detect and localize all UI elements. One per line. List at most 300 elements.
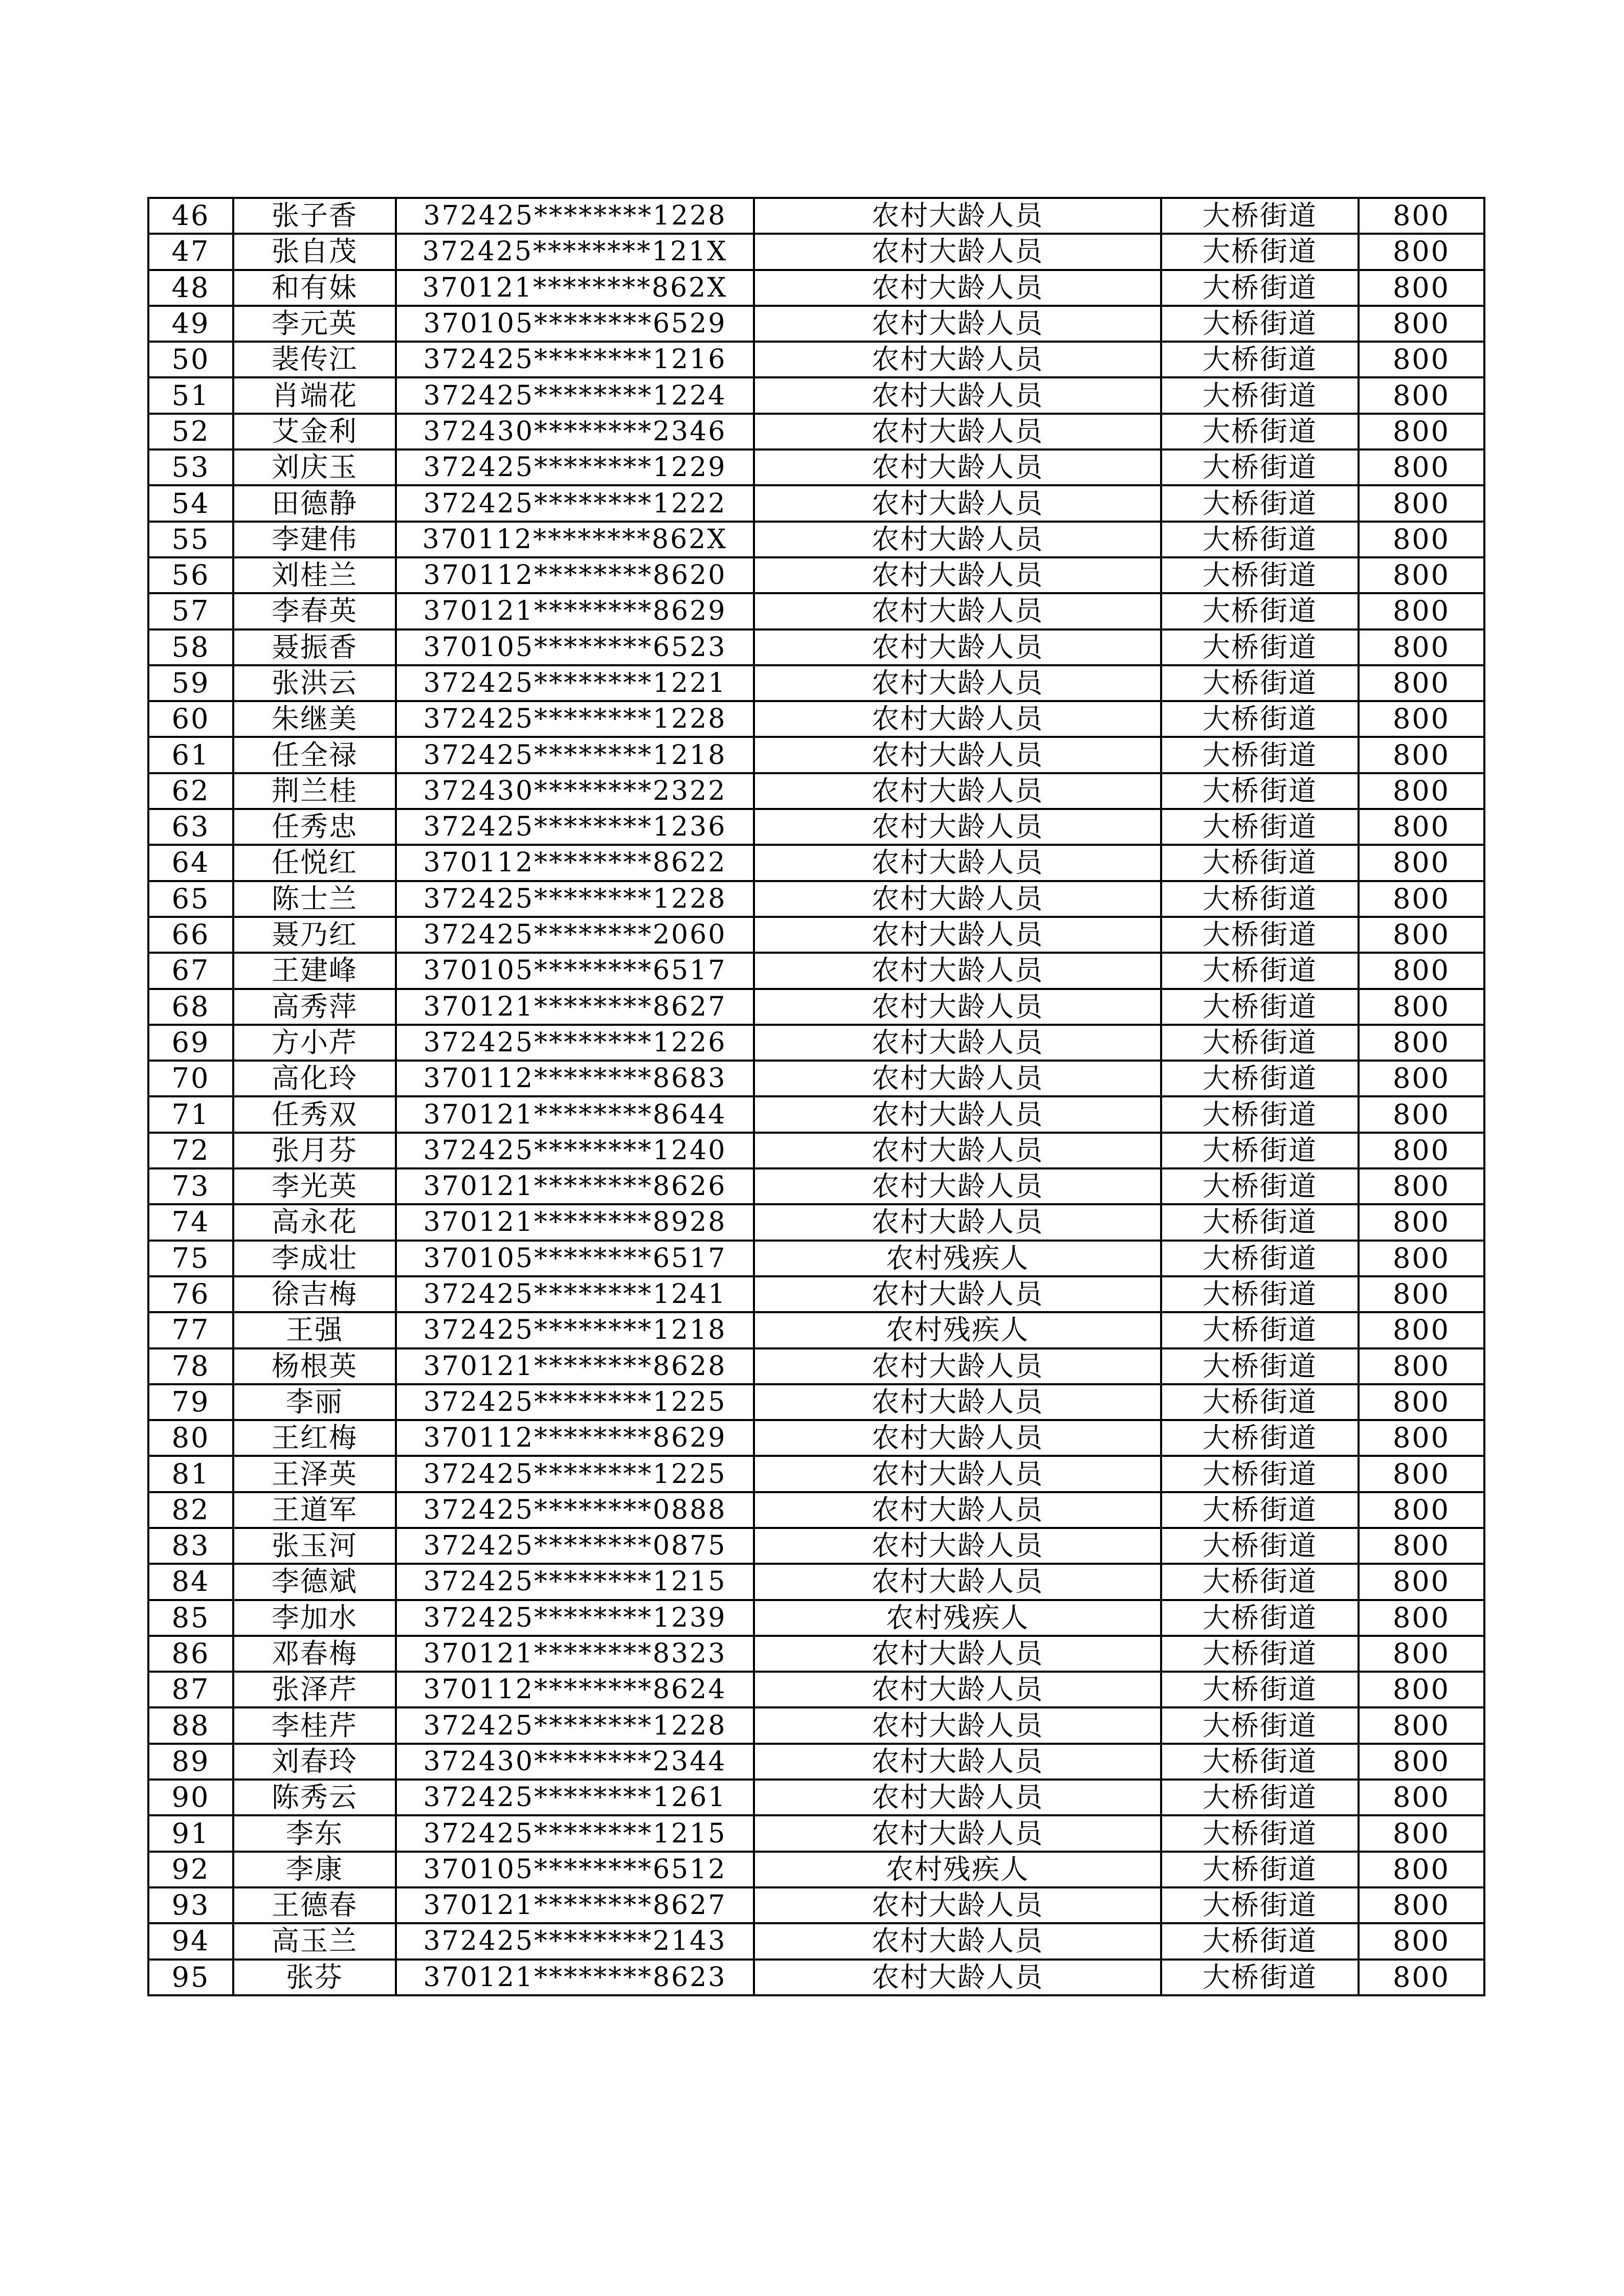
subsidy-amount: 800 — [1359, 917, 1484, 953]
subsidy-amount: 800 — [1359, 1564, 1484, 1600]
row-number: 92 — [148, 1852, 233, 1887]
table-row — [148, 270, 1484, 306]
table-row — [148, 1815, 1484, 1851]
id-number: 372425********1215 — [396, 1815, 754, 1851]
row-number: 59 — [148, 665, 233, 701]
person-name: 裴传江 — [233, 342, 396, 377]
table-row — [148, 1133, 1484, 1168]
person-name: 王强 — [233, 1312, 396, 1348]
table-row — [148, 1204, 1484, 1240]
id-number: 370121********862X — [396, 270, 754, 306]
id-number: 372430********2344 — [396, 1744, 754, 1780]
subsidy-amount: 800 — [1359, 1276, 1484, 1312]
table-row — [148, 1420, 1484, 1456]
person-name: 刘春玲 — [233, 1744, 396, 1780]
street-office: 大桥街道 — [1161, 1204, 1359, 1240]
id-number: 370105********6517 — [396, 1241, 754, 1276]
person-category: 农村大龄人员 — [754, 737, 1161, 773]
street-office: 大桥街道 — [1161, 522, 1359, 557]
street-office: 大桥街道 — [1161, 1456, 1359, 1492]
person-category: 农村大龄人员 — [754, 1744, 1161, 1780]
street-office: 大桥街道 — [1161, 306, 1359, 342]
row-number: 46 — [148, 198, 233, 234]
subsidy-amount: 800 — [1359, 1923, 1484, 1959]
street-office: 大桥街道 — [1161, 1133, 1359, 1168]
person-category: 农村大龄人员 — [754, 1815, 1161, 1851]
person-name: 李建伟 — [233, 522, 396, 557]
subsidy-amount: 800 — [1359, 845, 1484, 881]
person-category: 农村大龄人员 — [754, 1780, 1161, 1815]
id-number: 370112********8620 — [396, 557, 754, 593]
subsidy-amount: 800 — [1359, 1168, 1484, 1204]
person-name: 张芬 — [233, 1960, 396, 1995]
row-number: 91 — [148, 1815, 233, 1851]
id-number: 372425********1261 — [396, 1780, 754, 1815]
subsidy-amount: 800 — [1359, 557, 1484, 593]
row-number: 76 — [148, 1276, 233, 1312]
person-category: 农村大龄人员 — [754, 1348, 1161, 1384]
street-office: 大桥街道 — [1161, 1672, 1359, 1707]
row-number: 83 — [148, 1528, 233, 1564]
subsidy-amount: 800 — [1359, 1204, 1484, 1240]
subsidy-list-table — [147, 197, 1485, 1996]
person-category: 农村大龄人员 — [754, 234, 1161, 269]
subsidy-amount: 800 — [1359, 629, 1484, 665]
subsidy-amount: 800 — [1359, 485, 1484, 521]
person-name: 李元英 — [233, 306, 396, 342]
street-office: 大桥街道 — [1161, 1276, 1359, 1312]
person-name: 邓春梅 — [233, 1636, 396, 1672]
row-number: 53 — [148, 449, 233, 485]
table-row — [148, 234, 1484, 269]
person-name: 任悦红 — [233, 845, 396, 881]
subsidy-amount: 800 — [1359, 270, 1484, 306]
table-row — [148, 306, 1484, 342]
row-number: 73 — [148, 1168, 233, 1204]
subsidy-amount: 800 — [1359, 1025, 1484, 1061]
id-number: 372425********121X — [396, 234, 754, 269]
street-office: 大桥街道 — [1161, 1348, 1359, 1384]
table-row — [148, 881, 1484, 917]
table-row — [148, 809, 1484, 845]
street-office: 大桥街道 — [1161, 377, 1359, 413]
person-name: 张自茂 — [233, 234, 396, 269]
street-office: 大桥街道 — [1161, 414, 1359, 449]
person-category: 农村残疾人 — [754, 1600, 1161, 1636]
person-name: 张子香 — [233, 198, 396, 234]
street-office: 大桥街道 — [1161, 1744, 1359, 1780]
street-office: 大桥街道 — [1161, 953, 1359, 988]
street-office: 大桥街道 — [1161, 1852, 1359, 1887]
street-office: 大桥街道 — [1161, 593, 1359, 629]
table-row — [148, 1636, 1484, 1672]
row-number: 61 — [148, 737, 233, 773]
person-category: 农村残疾人 — [754, 1852, 1161, 1887]
person-name: 艾金利 — [233, 414, 396, 449]
street-office: 大桥街道 — [1161, 701, 1359, 737]
table-row — [148, 1241, 1484, 1276]
person-category: 农村大龄人员 — [754, 1923, 1161, 1959]
person-name: 王泽英 — [233, 1456, 396, 1492]
table-row — [148, 1960, 1484, 1995]
row-number: 54 — [148, 485, 233, 521]
table-row — [148, 1887, 1484, 1923]
person-name: 任秀忠 — [233, 809, 396, 845]
person-name: 陈秀云 — [233, 1780, 396, 1815]
id-number: 372425********2143 — [396, 1923, 754, 1959]
street-office: 大桥街道 — [1161, 737, 1359, 773]
subsidy-amount: 800 — [1359, 1707, 1484, 1743]
id-number: 372425********1224 — [396, 377, 754, 413]
person-name: 李光英 — [233, 1168, 396, 1204]
person-name: 张玉河 — [233, 1528, 396, 1564]
subsidy-amount: 800 — [1359, 1815, 1484, 1851]
id-number: 370121********8644 — [396, 1096, 754, 1132]
table-row — [148, 1492, 1484, 1528]
table-row — [148, 449, 1484, 485]
street-office: 大桥街道 — [1161, 234, 1359, 269]
id-number: 370105********6529 — [396, 306, 754, 342]
table-row — [148, 1096, 1484, 1132]
table-row — [148, 1276, 1484, 1312]
table-row — [148, 737, 1484, 773]
table-row — [148, 989, 1484, 1025]
id-number: 372425********1218 — [396, 737, 754, 773]
person-name: 任全禄 — [233, 737, 396, 773]
row-number: 89 — [148, 1744, 233, 1780]
person-name: 李德斌 — [233, 1564, 396, 1600]
table-body — [148, 198, 1484, 1995]
id-number: 372425********1222 — [396, 485, 754, 521]
table-row — [148, 377, 1484, 413]
subsidy-amount: 800 — [1359, 342, 1484, 377]
table-row — [148, 198, 1484, 234]
person-name: 刘桂兰 — [233, 557, 396, 593]
subsidy-amount: 800 — [1359, 1420, 1484, 1456]
subsidy-amount: 800 — [1359, 234, 1484, 269]
id-number: 370121********8928 — [396, 1204, 754, 1240]
person-category: 农村残疾人 — [754, 1241, 1161, 1276]
row-number: 79 — [148, 1384, 233, 1420]
street-office: 大桥街道 — [1161, 557, 1359, 593]
subsidy-amount: 800 — [1359, 1528, 1484, 1564]
row-number: 58 — [148, 629, 233, 665]
subsidy-amount: 800 — [1359, 306, 1484, 342]
person-category: 农村大龄人员 — [754, 1707, 1161, 1743]
subsidy-amount: 800 — [1359, 773, 1484, 809]
subsidy-amount: 800 — [1359, 1636, 1484, 1672]
person-category: 农村大龄人员 — [754, 953, 1161, 988]
person-category: 农村大龄人员 — [754, 1133, 1161, 1168]
id-number: 370112********8683 — [396, 1061, 754, 1096]
person-name: 王德春 — [233, 1887, 396, 1923]
person-name: 李加水 — [233, 1600, 396, 1636]
subsidy-amount: 800 — [1359, 953, 1484, 988]
id-number: 372425********0888 — [396, 1492, 754, 1528]
street-office: 大桥街道 — [1161, 1025, 1359, 1061]
id-number: 372425********1236 — [396, 809, 754, 845]
person-category: 农村大龄人员 — [754, 1672, 1161, 1707]
person-category: 农村大龄人员 — [754, 1960, 1161, 1995]
subsidy-amount: 800 — [1359, 737, 1484, 773]
row-number: 80 — [148, 1420, 233, 1456]
row-number: 49 — [148, 306, 233, 342]
id-number: 372425********1240 — [396, 1133, 754, 1168]
id-number: 370105********6523 — [396, 629, 754, 665]
table-row — [148, 1707, 1484, 1743]
table-row — [148, 1456, 1484, 1492]
person-category: 农村大龄人员 — [754, 845, 1161, 881]
person-name: 方小芹 — [233, 1025, 396, 1061]
subsidy-amount: 800 — [1359, 989, 1484, 1025]
person-category: 农村大龄人员 — [754, 809, 1161, 845]
street-office: 大桥街道 — [1161, 1096, 1359, 1132]
person-category: 农村大龄人员 — [754, 485, 1161, 521]
person-name: 徐吉梅 — [233, 1276, 396, 1312]
person-name: 李桂芹 — [233, 1707, 396, 1743]
person-category: 农村大龄人员 — [754, 1025, 1161, 1061]
row-number: 68 — [148, 989, 233, 1025]
row-number: 65 — [148, 881, 233, 917]
row-number: 90 — [148, 1780, 233, 1815]
person-category: 农村大龄人员 — [754, 1420, 1161, 1456]
street-office: 大桥街道 — [1161, 1061, 1359, 1096]
row-number: 94 — [148, 1923, 233, 1959]
person-name: 张月芬 — [233, 1133, 396, 1168]
table-row — [148, 1564, 1484, 1600]
subsidy-amount: 800 — [1359, 1456, 1484, 1492]
subsidy-amount: 800 — [1359, 1780, 1484, 1815]
id-number: 370112********8622 — [396, 845, 754, 881]
table-row — [148, 593, 1484, 629]
subsidy-amount: 800 — [1359, 1241, 1484, 1276]
person-name: 荆兰桂 — [233, 773, 396, 809]
person-name: 高永花 — [233, 1204, 396, 1240]
street-office: 大桥街道 — [1161, 342, 1359, 377]
street-office: 大桥街道 — [1161, 629, 1359, 665]
id-number: 370112********862X — [396, 522, 754, 557]
person-name: 杨根英 — [233, 1348, 396, 1384]
table-row — [148, 1312, 1484, 1348]
person-category: 农村大龄人员 — [754, 629, 1161, 665]
street-office: 大桥街道 — [1161, 773, 1359, 809]
person-category: 农村大龄人员 — [754, 1492, 1161, 1528]
id-number: 372425********1218 — [396, 1312, 754, 1348]
person-name: 李康 — [233, 1852, 396, 1887]
subsidy-amount: 800 — [1359, 1744, 1484, 1780]
person-name: 李丽 — [233, 1384, 396, 1420]
subsidy-amount: 800 — [1359, 1061, 1484, 1096]
person-name: 朱继美 — [233, 701, 396, 737]
street-office: 大桥街道 — [1161, 917, 1359, 953]
table-row — [148, 701, 1484, 737]
id-number: 372425********0875 — [396, 1528, 754, 1564]
id-number: 372430********2346 — [396, 414, 754, 449]
table-row — [148, 953, 1484, 988]
subsidy-amount: 800 — [1359, 1887, 1484, 1923]
street-office: 大桥街道 — [1161, 1420, 1359, 1456]
subsidy-amount: 800 — [1359, 665, 1484, 701]
subsidy-amount: 800 — [1359, 881, 1484, 917]
row-number: 70 — [148, 1061, 233, 1096]
table-row — [148, 1923, 1484, 1959]
id-number: 370105********6512 — [396, 1852, 754, 1887]
id-number: 370121********8623 — [396, 1960, 754, 1995]
table-row — [148, 665, 1484, 701]
person-category: 农村大龄人员 — [754, 1061, 1161, 1096]
id-number: 372425********1221 — [396, 665, 754, 701]
person-category: 农村大龄人员 — [754, 449, 1161, 485]
person-category: 农村大龄人员 — [754, 1887, 1161, 1923]
table-row — [148, 1384, 1484, 1420]
person-category: 农村大龄人员 — [754, 1204, 1161, 1240]
row-number: 57 — [148, 593, 233, 629]
id-number: 370121********8629 — [396, 593, 754, 629]
id-number: 372425********1239 — [396, 1600, 754, 1636]
street-office: 大桥街道 — [1161, 881, 1359, 917]
row-number: 60 — [148, 701, 233, 737]
row-number: 72 — [148, 1133, 233, 1168]
table-row — [148, 522, 1484, 557]
id-number: 372425********1216 — [396, 342, 754, 377]
table-row — [148, 342, 1484, 377]
person-name: 肖端花 — [233, 377, 396, 413]
street-office: 大桥街道 — [1161, 1168, 1359, 1204]
street-office: 大桥街道 — [1161, 1384, 1359, 1420]
id-number: 370121********8627 — [396, 989, 754, 1025]
person-name: 李成壮 — [233, 1241, 396, 1276]
row-number: 75 — [148, 1241, 233, 1276]
person-name: 陈士兰 — [233, 881, 396, 917]
person-name: 高化玲 — [233, 1061, 396, 1096]
id-number: 370105********6517 — [396, 953, 754, 988]
street-office: 大桥街道 — [1161, 845, 1359, 881]
table-row — [148, 414, 1484, 449]
id-number: 372425********1228 — [396, 198, 754, 234]
row-number: 66 — [148, 917, 233, 953]
street-office: 大桥街道 — [1161, 1492, 1359, 1528]
subsidy-amount: 800 — [1359, 1600, 1484, 1636]
person-category: 农村大龄人员 — [754, 701, 1161, 737]
id-number: 370112********8629 — [396, 1420, 754, 1456]
id-number: 372425********1241 — [396, 1276, 754, 1312]
table-row — [148, 1061, 1484, 1096]
id-number: 372425********1226 — [396, 1025, 754, 1061]
subsidy-amount: 800 — [1359, 1852, 1484, 1887]
table-row — [148, 1528, 1484, 1564]
street-office: 大桥街道 — [1161, 1241, 1359, 1276]
row-number: 55 — [148, 522, 233, 557]
person-category: 农村大龄人员 — [754, 1276, 1161, 1312]
id-number: 370112********8624 — [396, 1672, 754, 1707]
person-name: 聂振香 — [233, 629, 396, 665]
street-office: 大桥街道 — [1161, 1528, 1359, 1564]
person-category: 农村大龄人员 — [754, 1528, 1161, 1564]
row-number: 47 — [148, 234, 233, 269]
person-name: 高秀萍 — [233, 989, 396, 1025]
person-category: 农村大龄人员 — [754, 414, 1161, 449]
person-category: 农村大龄人员 — [754, 198, 1161, 234]
id-number: 372430********2322 — [396, 773, 754, 809]
id-number: 372425********1228 — [396, 701, 754, 737]
row-number: 88 — [148, 1707, 233, 1743]
person-name: 李春英 — [233, 593, 396, 629]
id-number: 370121********8627 — [396, 1887, 754, 1923]
row-number: 87 — [148, 1672, 233, 1707]
street-office: 大桥街道 — [1161, 809, 1359, 845]
street-office: 大桥街道 — [1161, 1636, 1359, 1672]
table-row — [148, 1672, 1484, 1707]
subsidy-amount: 800 — [1359, 1348, 1484, 1384]
row-number: 63 — [148, 809, 233, 845]
street-office: 大桥街道 — [1161, 198, 1359, 234]
person-category: 农村大龄人员 — [754, 1384, 1161, 1420]
person-name: 任秀双 — [233, 1096, 396, 1132]
street-office: 大桥街道 — [1161, 1960, 1359, 1995]
subsidy-amount: 800 — [1359, 1133, 1484, 1168]
subsidy-amount: 800 — [1359, 1960, 1484, 1995]
subsidy-amount: 800 — [1359, 522, 1484, 557]
subsidy-amount: 800 — [1359, 449, 1484, 485]
id-number: 372425********1215 — [396, 1564, 754, 1600]
person-category: 农村残疾人 — [754, 1312, 1161, 1348]
person-category: 农村大龄人员 — [754, 557, 1161, 593]
person-category: 农村大龄人员 — [754, 665, 1161, 701]
id-number: 372425********1225 — [396, 1456, 754, 1492]
id-number: 370121********8628 — [396, 1348, 754, 1384]
person-name: 王红梅 — [233, 1420, 396, 1456]
street-office: 大桥街道 — [1161, 1312, 1359, 1348]
id-number: 372425********2060 — [396, 917, 754, 953]
person-name: 王道军 — [233, 1492, 396, 1528]
person-category: 农村大龄人员 — [754, 522, 1161, 557]
person-name: 李东 — [233, 1815, 396, 1851]
row-number: 81 — [148, 1456, 233, 1492]
person-category: 农村大龄人员 — [754, 342, 1161, 377]
person-name: 高玉兰 — [233, 1923, 396, 1959]
row-number: 67 — [148, 953, 233, 988]
table-row — [148, 1025, 1484, 1061]
table-row — [148, 1780, 1484, 1815]
person-category: 农村大龄人员 — [754, 881, 1161, 917]
row-number: 82 — [148, 1492, 233, 1528]
row-number: 85 — [148, 1600, 233, 1636]
row-number: 51 — [148, 377, 233, 413]
row-number: 74 — [148, 1204, 233, 1240]
id-number: 372425********1229 — [396, 449, 754, 485]
person-category: 农村大龄人员 — [754, 593, 1161, 629]
id-number: 372425********1228 — [396, 1707, 754, 1743]
row-number: 64 — [148, 845, 233, 881]
table-row — [148, 557, 1484, 593]
table-row — [148, 1852, 1484, 1887]
person-category: 农村大龄人员 — [754, 270, 1161, 306]
id-number: 372425********1225 — [396, 1384, 754, 1420]
person-category: 农村大龄人员 — [754, 989, 1161, 1025]
person-name: 和有妹 — [233, 270, 396, 306]
subsidy-amount: 800 — [1359, 701, 1484, 737]
person-category: 农村大龄人员 — [754, 1636, 1161, 1672]
id-number: 372425********1228 — [396, 881, 754, 917]
subsidy-amount: 800 — [1359, 809, 1484, 845]
person-category: 农村大龄人员 — [754, 917, 1161, 953]
subsidy-amount: 800 — [1359, 593, 1484, 629]
table-row — [148, 1348, 1484, 1384]
street-office: 大桥街道 — [1161, 1600, 1359, 1636]
table-row — [148, 1168, 1484, 1204]
row-number: 69 — [148, 1025, 233, 1061]
person-name: 王建峰 — [233, 953, 396, 988]
